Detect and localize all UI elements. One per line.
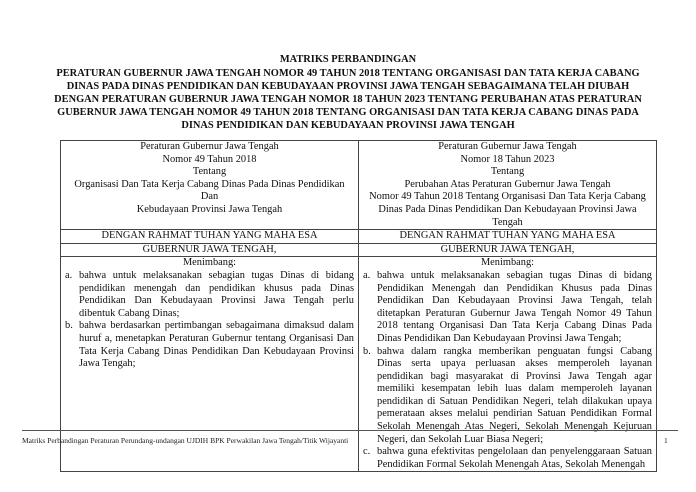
left-header-cell [61, 141, 359, 230]
footer-text: Matriks Perbandingan Peraturan Perundang-undangan UJDIH BPK Perwakilan Jawa Tengah/Titik Wijayanti [22, 436, 349, 445]
right-menimbang-cell [359, 257, 657, 472]
list-item [363, 270, 652, 346]
right-header-line: Nomor 49 Tahun 2018 Tentang Organisasi Dan Tata Kerja Cabang [369, 191, 646, 203]
list-item [363, 346, 652, 447]
title-line: DINAS PADA DINAS PENDIDIKAN DAN KEBUDAYAAN PROVINSI JAWA TENGAH SEBAGAIMANA TELAH DIUBAH [66, 81, 630, 92]
item-marker: b. [363, 345, 371, 357]
item-text: bahwa untuk melaksanakan sebagian tugas Dinas di bidang pendidikan menengah dan pendidikan khusus pada Dinas Pendidikan Dan Kebudayaan Provinsi Jawa Tengah perlu dibentuk Cabang Dinas; [79, 269, 354, 319]
right-header-line: Nomor 18 Tahun 2023 [460, 153, 555, 165]
list-item [65, 270, 354, 320]
left-menimbang-label: Menimbang: [182, 257, 237, 269]
title-line: GUBERNUR JAWA TENGAH NOMOR 49 TAHUN 2018 TENTANG ORGANISASI DAN TATA KERJA CABANG DINAS PADA [57, 107, 639, 118]
left-menimbang-list [65, 270, 354, 371]
item-marker: a. [363, 269, 371, 281]
left-header-line: Peraturan Gubernur Jawa Tengah [140, 141, 279, 152]
title-line: PERATURAN GUBERNUR JAWA TENGAH NOMOR 49 TAHUN 2018 TENTANG ORGANISASI DAN TATA KERJA CABANG [56, 68, 640, 79]
left-rahmat: DENGAN RAHMAT TUHAN YANG MAHA ESA [61, 230, 359, 244]
right-header-line: Perubahan Atas Peraturan Gubernur Jawa Tengah [404, 178, 611, 190]
right-rahmat: DENGAN RAHMAT TUHAN YANG MAHA ESA [359, 230, 657, 244]
footer-divider [22, 430, 678, 431]
title-heading: MATRIKS PERBANDINGAN [279, 54, 417, 65]
list-item [65, 320, 354, 370]
title-line: DINAS PENDIDIKAN DAN KEBUDAYAAN PROVINSI JAWA TENGAH [181, 120, 515, 131]
item-text: bahwa dalam rangka memberikan penguatan fungsi Cabang Dinas serta upaya perluasan akses memperoleh layanan pendidikan bagi masyarakat di Provinsi Jawa Tengah agar memiliki kesempatan lebih luas dalam memperoleh layanan pendidikan di Satuan Pendidikan Negeri, telah dilakukan upaya pemerataan akses melalui pendirian Satuan Pendidikan Formal Sekolah Menengah Atas Negeri, Sekolah Menengah Kejuruan Negeri, dan Sekolah Luar Biasa Negeri; [377, 345, 652, 445]
left-header-line: Tentang [192, 166, 227, 178]
right-gubernur: GUBERNUR JAWA TENGAH, [359, 243, 657, 257]
item-text: bahwa guna efektivitas pengelolaan dan penyelenggaraan Satuan Pendidikan Formal Sekolah Menengah Atas, Sekolah Menengah [377, 446, 652, 470]
right-menimbang-label: Menimbang: [480, 257, 535, 269]
right-header-cell [359, 141, 657, 230]
item-text: bahwa berdasarkan pertimbangan sebagaimana dimaksud dalam huruf a, menetapkan Peraturan Gubernur tentang Organisasi Dan Tata Kerja Cabang Dinas Pendidikan Dan Kebudayaan Provinsi Jawa Tengah; [79, 320, 354, 370]
right-header-line: Dinas Pada Dinas Pendidikan Dan Kebudayaan Provinsi Jawa Tengah [378, 203, 637, 228]
left-header-line: Organisasi Dan Tata Kerja Cabang Dinas Pada Dinas Pendidikan Dan [74, 178, 345, 203]
title-line: DENGAN PERATURAN GUBERNUR JAWA TENGAH NOMOR 18 TAHUN 2023 TENTANG PERUBAHAN ATAS PERATURAN [54, 94, 642, 105]
right-header-line: Tentang [490, 166, 525, 178]
comparison-table [60, 140, 657, 472]
left-header-line: Nomor 49 Tahun 2018 [162, 153, 257, 165]
item-text: bahwa untuk melaksanakan sebagian tugas Dinas di bidang Pendidikan Menengah dan Pendidikan Khusus pada Dinas Pendidikan Dan Kebudayaan Provinsi Jawa Tengah, telah ditetapkan Peraturan Gubernur Jawa Tengah Nomor 49 Tahun 2018 tentang Organisasi Dan Tata Kerja Cabang Dinas Pada Dinas Pendidikan Dan Kebudayaan Provinsi Jawa Tengah; [377, 269, 652, 344]
right-menimbang-list [363, 270, 652, 472]
item-marker: a. [65, 269, 73, 281]
left-header-line: Kebudayaan Provinsi Jawa Tengah [136, 203, 283, 215]
document-title [40, 53, 656, 132]
item-marker: c. [363, 446, 371, 458]
list-item [363, 446, 652, 471]
page-number: 1 [664, 436, 668, 445]
left-gubernur: GUBERNUR JAWA TENGAH, [61, 243, 359, 257]
right-header-line: Peraturan Gubernur Jawa Tengah [438, 141, 577, 152]
item-marker: b. [65, 320, 73, 332]
